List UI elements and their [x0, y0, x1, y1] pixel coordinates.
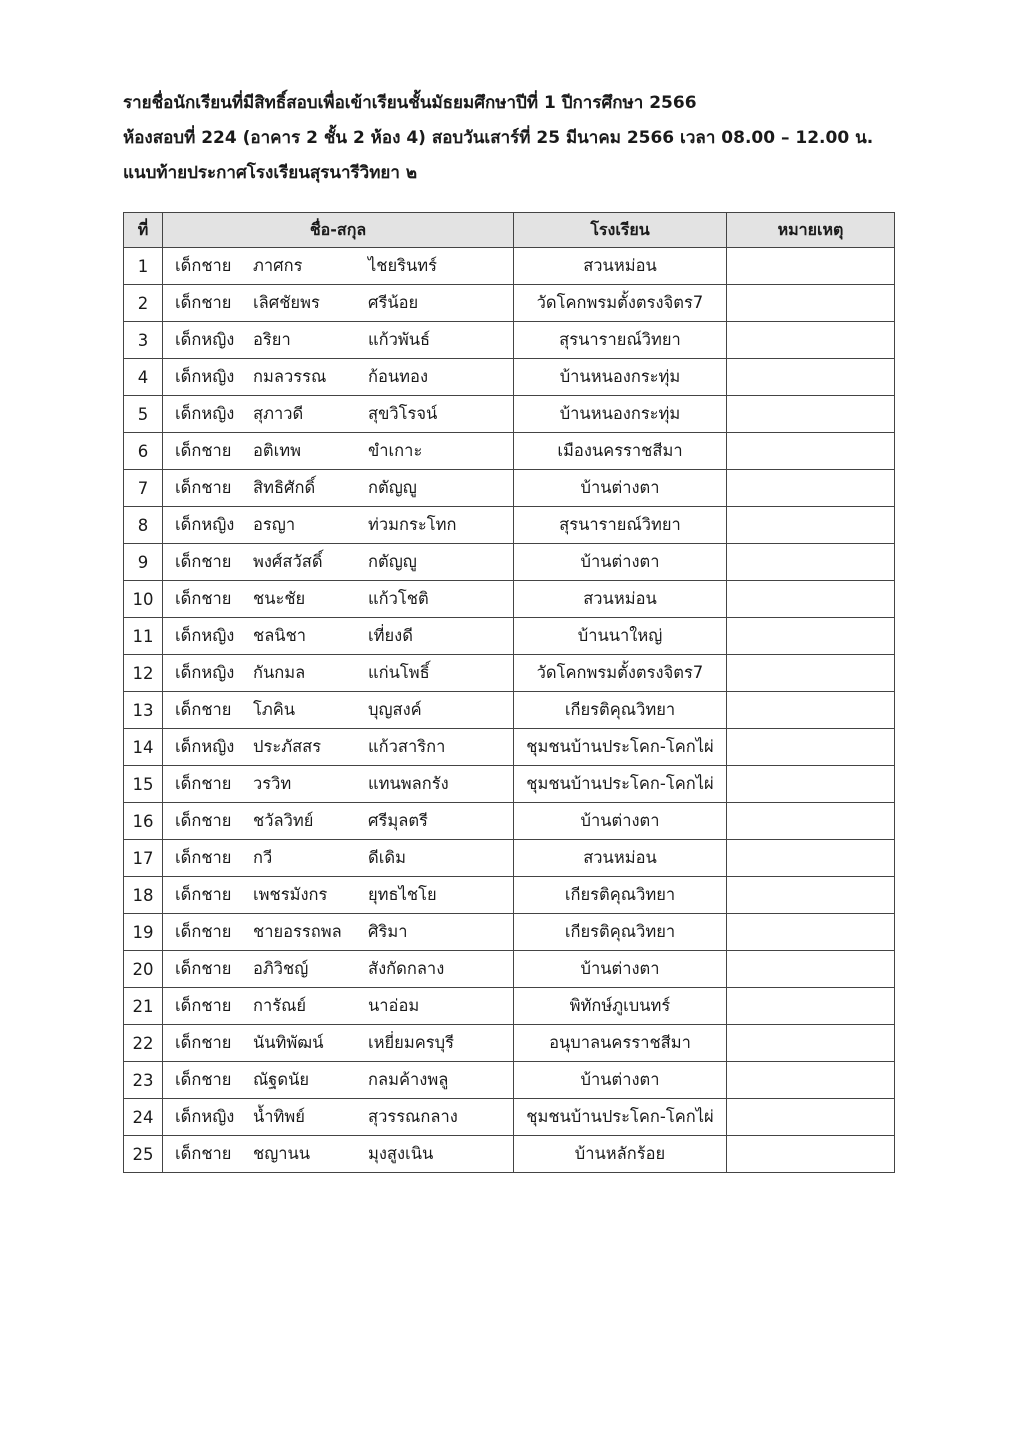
school-cell: บ้านหลักร้อย: [514, 1136, 727, 1173]
first-name: ชลนิชา: [253, 626, 307, 645]
school-cell: บ้านนาใหญ่: [514, 618, 727, 655]
last-name: กตัญญู: [368, 552, 417, 571]
row-number: 1: [124, 248, 163, 285]
school-cell: บ้านต่างตา: [514, 803, 727, 840]
student-name-cell: [163, 840, 514, 877]
school-cell: เกียรติคุณวิทยา: [514, 692, 727, 729]
note-cell: [727, 359, 895, 396]
row-number: 18: [124, 877, 163, 914]
table-row: [124, 729, 895, 766]
note-cell: [727, 766, 895, 803]
school-cell: วัดโคกพรมตั้งตรงจิตร7: [514, 285, 727, 322]
last-name: ก้อนทอง: [368, 367, 429, 386]
table-row: [124, 507, 895, 544]
note-cell: [727, 544, 895, 581]
first-name: สิทธิศักดิ์: [253, 478, 316, 497]
school-cell: สวนหม่อน: [514, 248, 727, 285]
announcement-reference: แนบท้ายประกาศโรงเรียนสุรนารีวิทยา ๒: [123, 163, 418, 183]
school-cell: สวนหม่อน: [514, 581, 727, 618]
last-name: สังกัดกลาง: [368, 959, 445, 978]
first-name: ชญานน: [253, 1144, 311, 1163]
first-name: นันทิพัฒน์: [253, 1033, 324, 1052]
row-number: 4: [124, 359, 163, 396]
name-prefix: เด็กหญิง: [175, 1107, 235, 1126]
student-name-cell: [163, 581, 514, 618]
name-prefix: เด็กชาย: [175, 811, 232, 830]
note-cell: [727, 988, 895, 1025]
note-cell: [727, 618, 895, 655]
row-number: 3: [124, 322, 163, 359]
name-prefix: เด็กหญิง: [175, 367, 235, 386]
table-row: [124, 914, 895, 951]
last-name: นาอ่อม: [368, 996, 420, 1015]
school-cell: เกียรติคุณวิทยา: [514, 877, 727, 914]
row-number: 23: [124, 1062, 163, 1099]
first-name: อติเทพ: [253, 441, 302, 460]
first-name: เพชรมังกร: [253, 885, 328, 904]
student-name-cell: [163, 877, 514, 914]
row-number: 13: [124, 692, 163, 729]
note-cell: [727, 433, 895, 470]
table-row: [124, 1062, 895, 1099]
school-cell: อนุบาลนครราชสีมา: [514, 1025, 727, 1062]
row-number: 6: [124, 433, 163, 470]
note-cell: [727, 840, 895, 877]
row-number: 19: [124, 914, 163, 951]
first-name: ณัฐดนัย: [253, 1070, 310, 1089]
table-row: [124, 618, 895, 655]
school-cell: เกียรติคุณวิทยา: [514, 914, 727, 951]
table-row: [124, 544, 895, 581]
header-school: โรงเรียน: [514, 213, 727, 248]
note-cell: [727, 655, 895, 692]
student-name-cell: [163, 433, 514, 470]
first-name: พงศ์สวัสดิ์: [253, 552, 323, 571]
name-prefix: เด็กชาย: [175, 1070, 232, 1089]
table-row: [124, 359, 895, 396]
student-name-cell: [163, 359, 514, 396]
last-name: มุงสูงเนิน: [368, 1144, 434, 1163]
note-cell: [727, 1136, 895, 1173]
row-number: 10: [124, 581, 163, 618]
table-row: [124, 285, 895, 322]
last-name: ไชยรินทร์: [368, 256, 438, 275]
row-number: 12: [124, 655, 163, 692]
last-name: บุญสงค์: [368, 700, 422, 719]
first-name: น้ำทิพย์: [253, 1107, 305, 1126]
name-prefix: เด็กชาย: [175, 885, 232, 904]
school-cell: บ้านต่างตา: [514, 1062, 727, 1099]
note-cell: [727, 1062, 895, 1099]
table-row: [124, 1099, 895, 1136]
student-roster-table: [123, 212, 895, 1173]
row-number: 14: [124, 729, 163, 766]
table-row: [124, 803, 895, 840]
table-row: [124, 988, 895, 1025]
last-name: ศรีน้อย: [368, 293, 419, 312]
school-cell: ชุมชนบ้านประโคก-โคกไผ่: [514, 766, 727, 803]
school-cell: บ้านต่างตา: [514, 544, 727, 581]
row-number: 7: [124, 470, 163, 507]
document-title: รายชื่อนักเรียนที่มีสิทธิ์สอบเพื่อเข้าเรียนชั้นมัธยมศึกษาปีที่ 1 ปีการศึกษา 2566: [123, 93, 697, 113]
first-name: ภาศกร: [253, 256, 303, 275]
row-number: 22: [124, 1025, 163, 1062]
last-name: กตัญญู: [368, 478, 417, 497]
first-name: อรญา: [253, 515, 296, 534]
student-name-cell: [163, 507, 514, 544]
first-name: อริยา: [253, 330, 291, 349]
last-name: แก้วโชติ: [368, 589, 429, 608]
table-row: [124, 470, 895, 507]
header-no: ที่: [124, 213, 163, 248]
first-name: อภิวิชญ์: [253, 959, 309, 978]
table-row: [124, 433, 895, 470]
first-name: ชนะชัย: [253, 589, 306, 608]
school-cell: บ้านต่างตา: [514, 470, 727, 507]
row-number: 24: [124, 1099, 163, 1136]
note-cell: [727, 877, 895, 914]
note-cell: [727, 1025, 895, 1062]
name-prefix: เด็กหญิง: [175, 626, 235, 645]
student-name-cell: [163, 285, 514, 322]
school-cell: เมืองนครราชสีมา: [514, 433, 727, 470]
student-name-cell: [163, 729, 514, 766]
school-cell: สุรนารายณ์วิทยา: [514, 322, 727, 359]
school-cell: บ้านหนองกระทุ่ม: [514, 396, 727, 433]
name-prefix: เด็กชาย: [175, 256, 232, 275]
note-cell: [727, 248, 895, 285]
student-name-cell: [163, 951, 514, 988]
name-prefix: เด็กหญิง: [175, 663, 235, 682]
note-cell: [727, 507, 895, 544]
student-name-cell: [163, 655, 514, 692]
student-name-cell: [163, 248, 514, 285]
table-header-row: [124, 213, 895, 248]
name-prefix: เด็กชาย: [175, 293, 232, 312]
note-cell: [727, 470, 895, 507]
table-row: [124, 1025, 895, 1062]
note-cell: [727, 396, 895, 433]
table-body: [124, 248, 895, 1173]
first-name: ประภัสสร: [253, 737, 322, 756]
table-row: [124, 655, 895, 692]
last-name: แก้วสาริกา: [368, 737, 446, 756]
last-name: กลมค้างพลู: [368, 1070, 449, 1089]
row-number: 2: [124, 285, 163, 322]
first-name: การัณย์: [253, 996, 307, 1015]
row-number: 15: [124, 766, 163, 803]
school-cell: ชุมชนบ้านประโคก-โคกไผ่: [514, 729, 727, 766]
school-cell: วัดโคกพรมตั้งตรงจิตร7: [514, 655, 727, 692]
table-row: [124, 322, 895, 359]
note-cell: [727, 692, 895, 729]
document-header: [123, 86, 903, 191]
last-name: ท่วมกระโทก: [368, 515, 457, 534]
last-name: ศิริมา: [368, 922, 408, 941]
last-name: แก่นโพธิ์: [368, 663, 430, 682]
last-name: สุขวิโรจน์: [368, 404, 438, 423]
name-prefix: เด็กชาย: [175, 589, 232, 608]
exam-room-info: ห้องสอบที่ 224 (อาคาร 2 ชั้น 2 ห้อง 4) สอบวันเสาร์ที่ 25 มีนาคม 2566 เวลา 08.00 – 12.00 น.: [123, 128, 874, 148]
student-name-cell: [163, 322, 514, 359]
name-prefix: เด็กชาย: [175, 700, 232, 719]
last-name: เหยี่ยมครบุรี: [368, 1033, 454, 1052]
note-cell: [727, 914, 895, 951]
last-name: เที่ยงดี: [368, 626, 413, 645]
student-name-cell: [163, 396, 514, 433]
name-prefix: เด็กชาย: [175, 996, 232, 1015]
row-number: 20: [124, 951, 163, 988]
table-row: [124, 692, 895, 729]
school-cell: ชุมชนบ้านประโคก-โคกไผ่: [514, 1099, 727, 1136]
table-row: [124, 248, 895, 285]
row-number: 25: [124, 1136, 163, 1173]
name-prefix: เด็กชาย: [175, 1033, 232, 1052]
table-row: [124, 766, 895, 803]
table-row: [124, 840, 895, 877]
name-prefix: เด็กหญิง: [175, 404, 235, 423]
last-name: ดีเดิม: [368, 848, 406, 867]
student-name-cell: [163, 914, 514, 951]
student-name-cell: [163, 1025, 514, 1062]
note-cell: [727, 322, 895, 359]
name-prefix: เด็กชาย: [175, 774, 232, 793]
last-name: ขำเกาะ: [368, 441, 423, 460]
name-prefix: เด็กหญิง: [175, 737, 235, 756]
student-name-cell: [163, 1136, 514, 1173]
row-number: 5: [124, 396, 163, 433]
student-name-cell: [163, 803, 514, 840]
student-name-cell: [163, 1099, 514, 1136]
student-name-cell: [163, 988, 514, 1025]
name-prefix: เด็กชาย: [175, 441, 232, 460]
first-name: ชายอรรถพล: [253, 922, 342, 941]
note-cell: [727, 729, 895, 766]
name-prefix: เด็กชาย: [175, 959, 232, 978]
note-cell: [727, 285, 895, 322]
last-name: สุวรรณกลาง: [368, 1107, 458, 1126]
row-number: 9: [124, 544, 163, 581]
row-number: 11: [124, 618, 163, 655]
table-row: [124, 581, 895, 618]
first-name: สุภาวดี: [253, 404, 304, 423]
name-prefix: เด็กชาย: [175, 1144, 232, 1163]
table-row: [124, 877, 895, 914]
last-name: แทนพลกรัง: [368, 774, 449, 793]
header-note: หมายเหตุ: [727, 213, 895, 248]
name-prefix: เด็กหญิง: [175, 515, 235, 534]
last-name: ยุทธไชโย: [368, 885, 437, 904]
last-name: ศรีมุลตรี: [368, 811, 428, 830]
student-name-cell: [163, 766, 514, 803]
row-number: 8: [124, 507, 163, 544]
school-cell: สวนหม่อน: [514, 840, 727, 877]
school-cell: บ้านหนองกระทุ่ม: [514, 359, 727, 396]
first-name: กันกมล: [253, 663, 306, 682]
note-cell: [727, 1099, 895, 1136]
first-name: กมลวรรณ: [253, 367, 327, 386]
school-cell: สุรนารายณ์วิทยา: [514, 507, 727, 544]
name-prefix: เด็กชาย: [175, 552, 232, 571]
student-name-cell: [163, 470, 514, 507]
row-number: 21: [124, 988, 163, 1025]
school-cell: บ้านต่างตา: [514, 951, 727, 988]
table-row: [124, 396, 895, 433]
name-prefix: เด็กชาย: [175, 478, 232, 497]
name-prefix: เด็กชาย: [175, 922, 232, 941]
header-name: ชื่อ-สกุล: [163, 213, 514, 248]
student-name-cell: [163, 692, 514, 729]
first-name: ชวัลวิทย์: [253, 811, 314, 830]
first-name: กวี: [253, 848, 273, 867]
table-row: [124, 951, 895, 988]
student-name-cell: [163, 1062, 514, 1099]
name-prefix: เด็กชาย: [175, 848, 232, 867]
first-name: โภคิน: [253, 700, 296, 719]
first-name: เลิศชัยพร: [253, 293, 320, 312]
last-name: แก้วพันธ์: [368, 330, 431, 349]
student-name-cell: [163, 618, 514, 655]
note-cell: [727, 581, 895, 618]
table-row: [124, 1136, 895, 1173]
note-cell: [727, 951, 895, 988]
note-cell: [727, 803, 895, 840]
first-name: วรวิท: [253, 774, 292, 793]
name-prefix: เด็กหญิง: [175, 330, 235, 349]
school-cell: พิทักษ์ภูเบนทร์: [514, 988, 727, 1025]
student-name-cell: [163, 544, 514, 581]
row-number: 16: [124, 803, 163, 840]
row-number: 17: [124, 840, 163, 877]
